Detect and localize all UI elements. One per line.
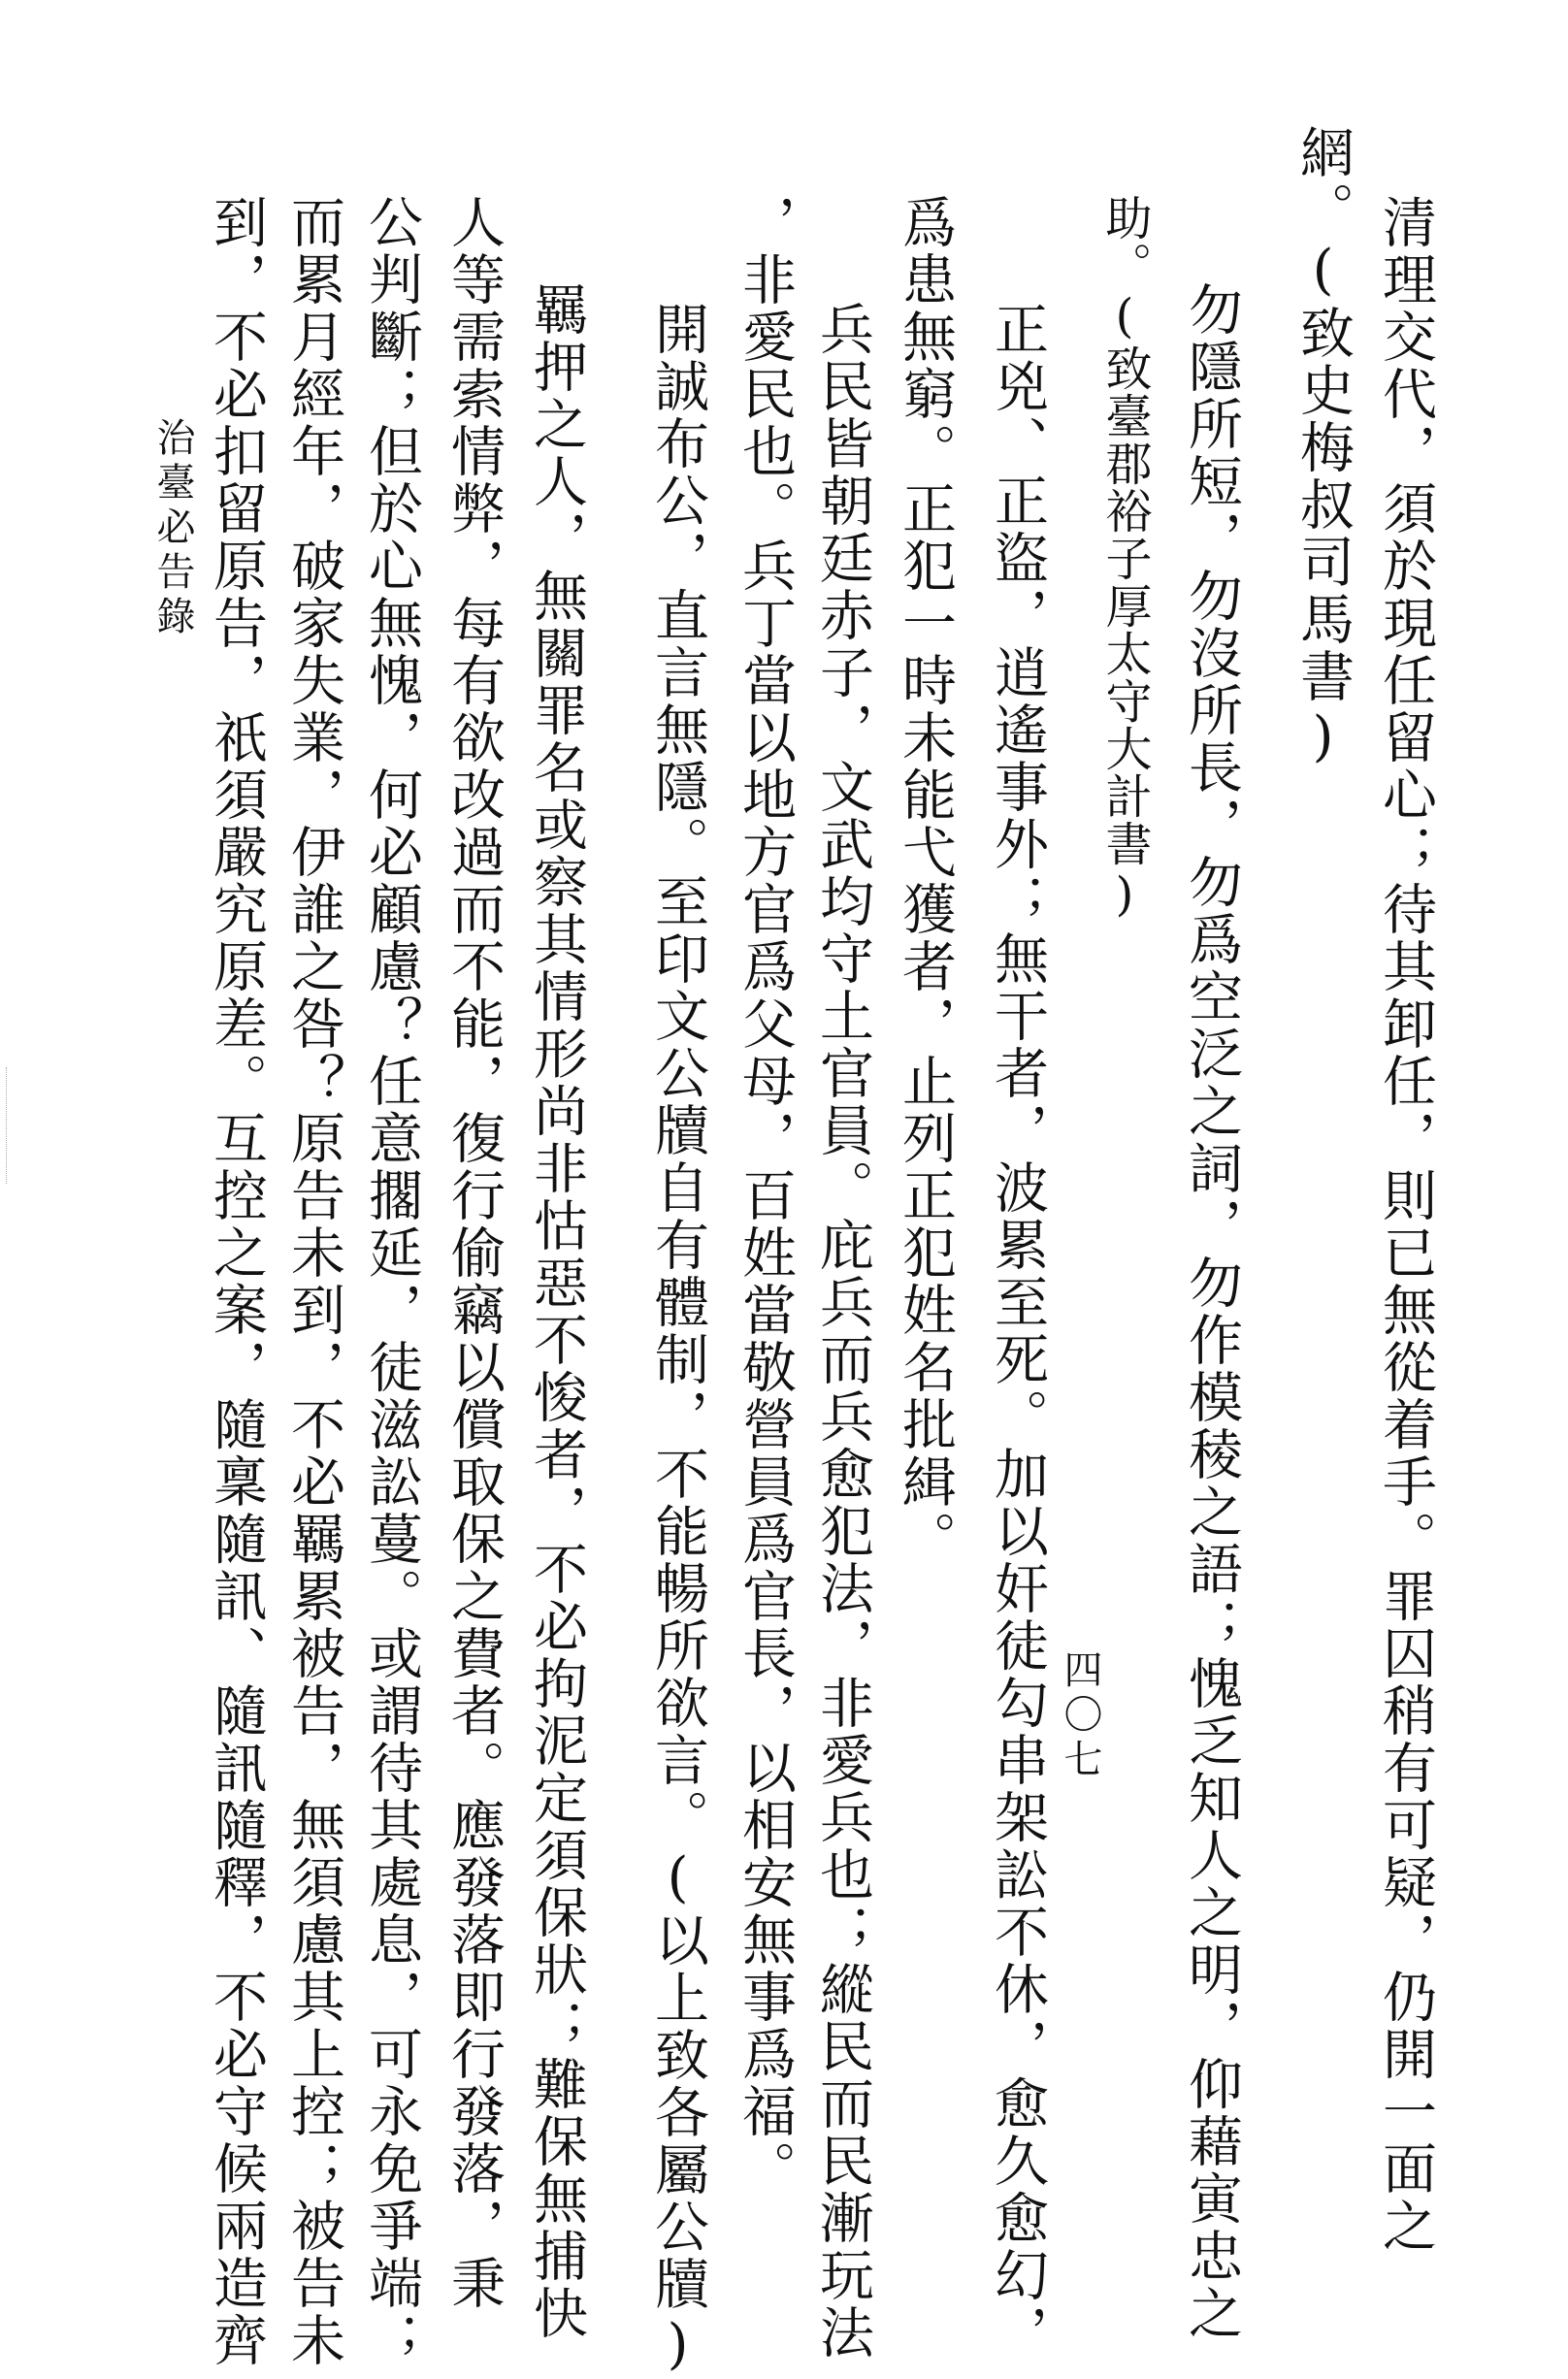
text-column-11: 人等需索情弊，每有欲改過而不能，復行偷竊以償取保之費者。應發落即行發落，秉 <box>442 194 506 2312</box>
page-number: 四〇七 <box>1058 1649 1102 1783</box>
text-column-7: 兵民皆朝廷赤子，文武均守土官員。庇兵而兵愈犯法，非愛兵也；縱民而民漸玩法 <box>811 301 874 2362</box>
text-column-12: 公判斷；但於心無愧，何必顧慮？任意擱延，徒滋訟蔓。或謂待其處息，可永免爭端； <box>360 194 423 2369</box>
scan-edge-mark <box>6 1067 9 1184</box>
text-column-6: 爲患無窮。正犯一時未能弋獲者，止列正犯姓名批緝。 <box>894 194 957 1568</box>
text-column-2: 網。(致史梅叔司馬書) <box>1291 124 1355 771</box>
text-column-9: 開誠布公，直言無隱。至印文公牘自有體制，不能暢所欲言。(以上致各屬公牘) <box>646 301 709 2379</box>
text-column-10: 羈押之人，無關罪名或察其情形尚非怙惡不悛者，不必拘泥定須保狀；難保無捕快 <box>525 281 588 2342</box>
text-column-1: 清理交代，須於現任留心；待其卸任，則已無從着手。罪囚稍有可疑，仍開一面之 <box>1374 194 1437 2255</box>
text-column-5: 正兇、正盜，逍遙事外；無干者，波累至死。加以奸徒勾串架訟不休，愈久愈幻， <box>986 301 1049 2362</box>
text-column-14: 到，不必扣留原告，祇須嚴究原差。互控之案，隨稟隨訊、隨訊隨釋，不必守候兩造齊 <box>205 194 268 2369</box>
text-column-4: 助。(致臺郡裕子厚太守大計書) <box>1097 194 1152 923</box>
text-column-3: 勿隱所短，勿沒所長，勿爲空泛之詞，勿作模稜之語；愧乏知人之明，仰藉寅忠之 <box>1180 281 1243 2342</box>
running-title: 治臺必告錄 <box>150 417 195 640</box>
text-column-13: 而累月經年，破家失業，伊誰之咎？原告未到，不必羈累被告，無須慮其上控；被告未 <box>282 194 345 2369</box>
text-column-8: ，非愛民也。兵丁當以地方官爲父母，百姓當敬營員爲官長，以相安無事爲福。 <box>734 194 797 2198</box>
